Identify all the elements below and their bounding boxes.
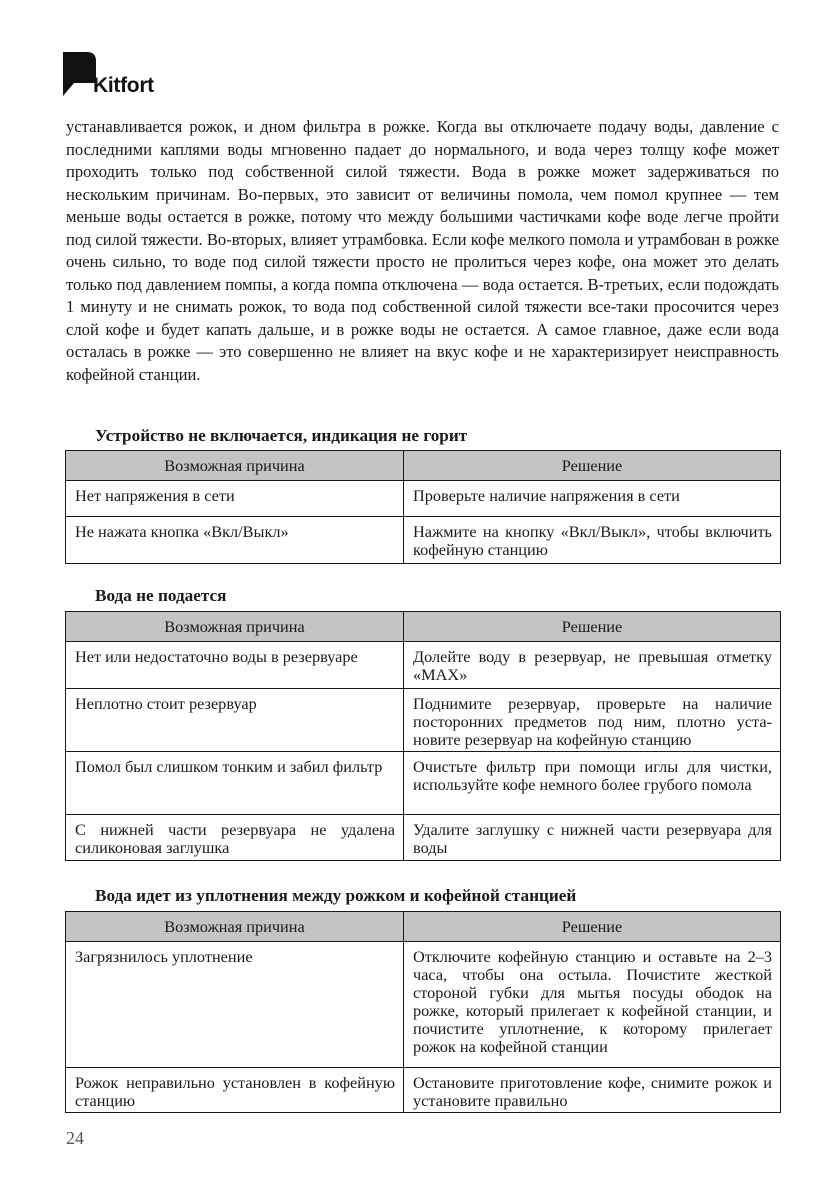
table-row xyxy=(66,1068,781,1113)
cause-cell: С нижней части резервуара не удалена силиконовая заглушка xyxy=(66,815,404,861)
table-header-row xyxy=(66,912,781,942)
table-row xyxy=(66,642,781,689)
table-row xyxy=(66,689,781,752)
troubleshooting-table xyxy=(65,611,781,861)
column-header-cause: Возможная причина xyxy=(66,612,404,642)
column-header-cause: Возможная причина xyxy=(66,451,404,481)
cause-cell: Не нажата кнопка «Вкл/Выкл» xyxy=(66,517,404,564)
solution-cell: Проверьте наличие напряжения в сети xyxy=(404,481,781,517)
solution-cell: Удалите заглушку с нижней части резервуара для воды xyxy=(404,815,781,861)
solution-cell: Очистьте фильтр при помощи иглы для чистки, используйте кофе немного более грубого помола xyxy=(404,752,781,815)
brand-name: Kitfort xyxy=(93,74,154,97)
intro-paragraph: устанавливается рожок, и дном фильтра в рожке. Когда вы отключаете подачу воды, давление с последними каплями воды мгновенно падает до нормального, и вода через толщу кофе может проходить только под собственной силой тяжести. Вода в рожке может задерживаться по нескольким причинам. Во-первых, это зависит от величины помола, чем помол крупнее — тем меньше воды остается в рожке, потому что между большими частичками кофе воде легче пройти под силой тяжести. Во-вторых, влияет утрамбовка. Если кофе мелкого помола и утрамбован в рожке очень сильно, то воде под силой тяжести просто не пролиться через кофе, она может это делать только под давлением помпы, а когда помпа отключена — вода остается. В-третьих, если подождать 1 минуту и не снимать рожок, то вода под собственной силой тяжести все-таки просочится через слой кофе и будет капать дальше, и в рожке воды не остается. А самое главное, даже если вода осталась в рожке — это совершенно не влияет на вкус кофе и не характеризирует неисправность кофейной станции. xyxy=(66,117,779,384)
page-number: 24 xyxy=(66,1128,84,1148)
cause-cell: Загрязнилось уплотнение xyxy=(66,942,404,1068)
cause-cell: Рожок неправильно установлен в кофейную станцию xyxy=(66,1068,404,1113)
cause-cell: Нет напряжения в сети xyxy=(66,481,404,517)
cause-cell: Нет или недостаточно воды в резервуаре xyxy=(66,642,404,689)
kitfort-logo-mark-icon xyxy=(63,52,97,98)
table-row xyxy=(66,517,781,564)
table-header-row xyxy=(66,451,781,481)
kitfort-logo xyxy=(63,52,183,102)
column-header-cause: Возможная причина xyxy=(66,912,404,942)
column-header-solution: Решение xyxy=(404,612,781,642)
section-title: Вода идет из уплотнения между рожком и кофейной станцией xyxy=(95,886,577,905)
solution-cell: Остановите приготовление кофе, снимите рожок и установите правильно xyxy=(404,1068,781,1113)
column-header-solution: Решение xyxy=(404,912,781,942)
solution-cell: Поднимите резервуар, проверьте на наличие посторонних предметов под ним, плотно установите резервуар на кофейную станцию xyxy=(404,689,781,752)
table-header-row xyxy=(66,612,781,642)
solution-cell: Отключите кофейную станцию и оставьте на 2–3 часа, чтобы она остыла. Почистите жесткой стороной губки для мытья посуды ободок на рожке, который прилегает к кофейной станции, и почистите уплотнение, к которому прилегает рожок на кофейной станции xyxy=(404,942,781,1068)
solution-cell: Долейте воду в резервуар, не превышая отметку «MAX» xyxy=(404,642,781,689)
table-row xyxy=(66,481,781,517)
cause-cell: Неплотно стоит резервуар xyxy=(66,689,404,752)
cause-cell: Помол был слишком тонким и забил фильтр xyxy=(66,752,404,815)
section-title: Вода не подается xyxy=(95,586,227,605)
troubleshooting-table xyxy=(65,450,781,564)
column-header-solution: Решение xyxy=(404,451,781,481)
troubleshooting-table xyxy=(65,911,781,1113)
table-row xyxy=(66,815,781,861)
solution-cell: Нажмите на кнопку «Вкл/Выкл», чтобы включить кофейную станцию xyxy=(404,517,781,564)
table-row xyxy=(66,752,781,815)
table-row xyxy=(66,942,781,1068)
section-title: Устройство не включается, индикация не горит xyxy=(95,426,468,445)
